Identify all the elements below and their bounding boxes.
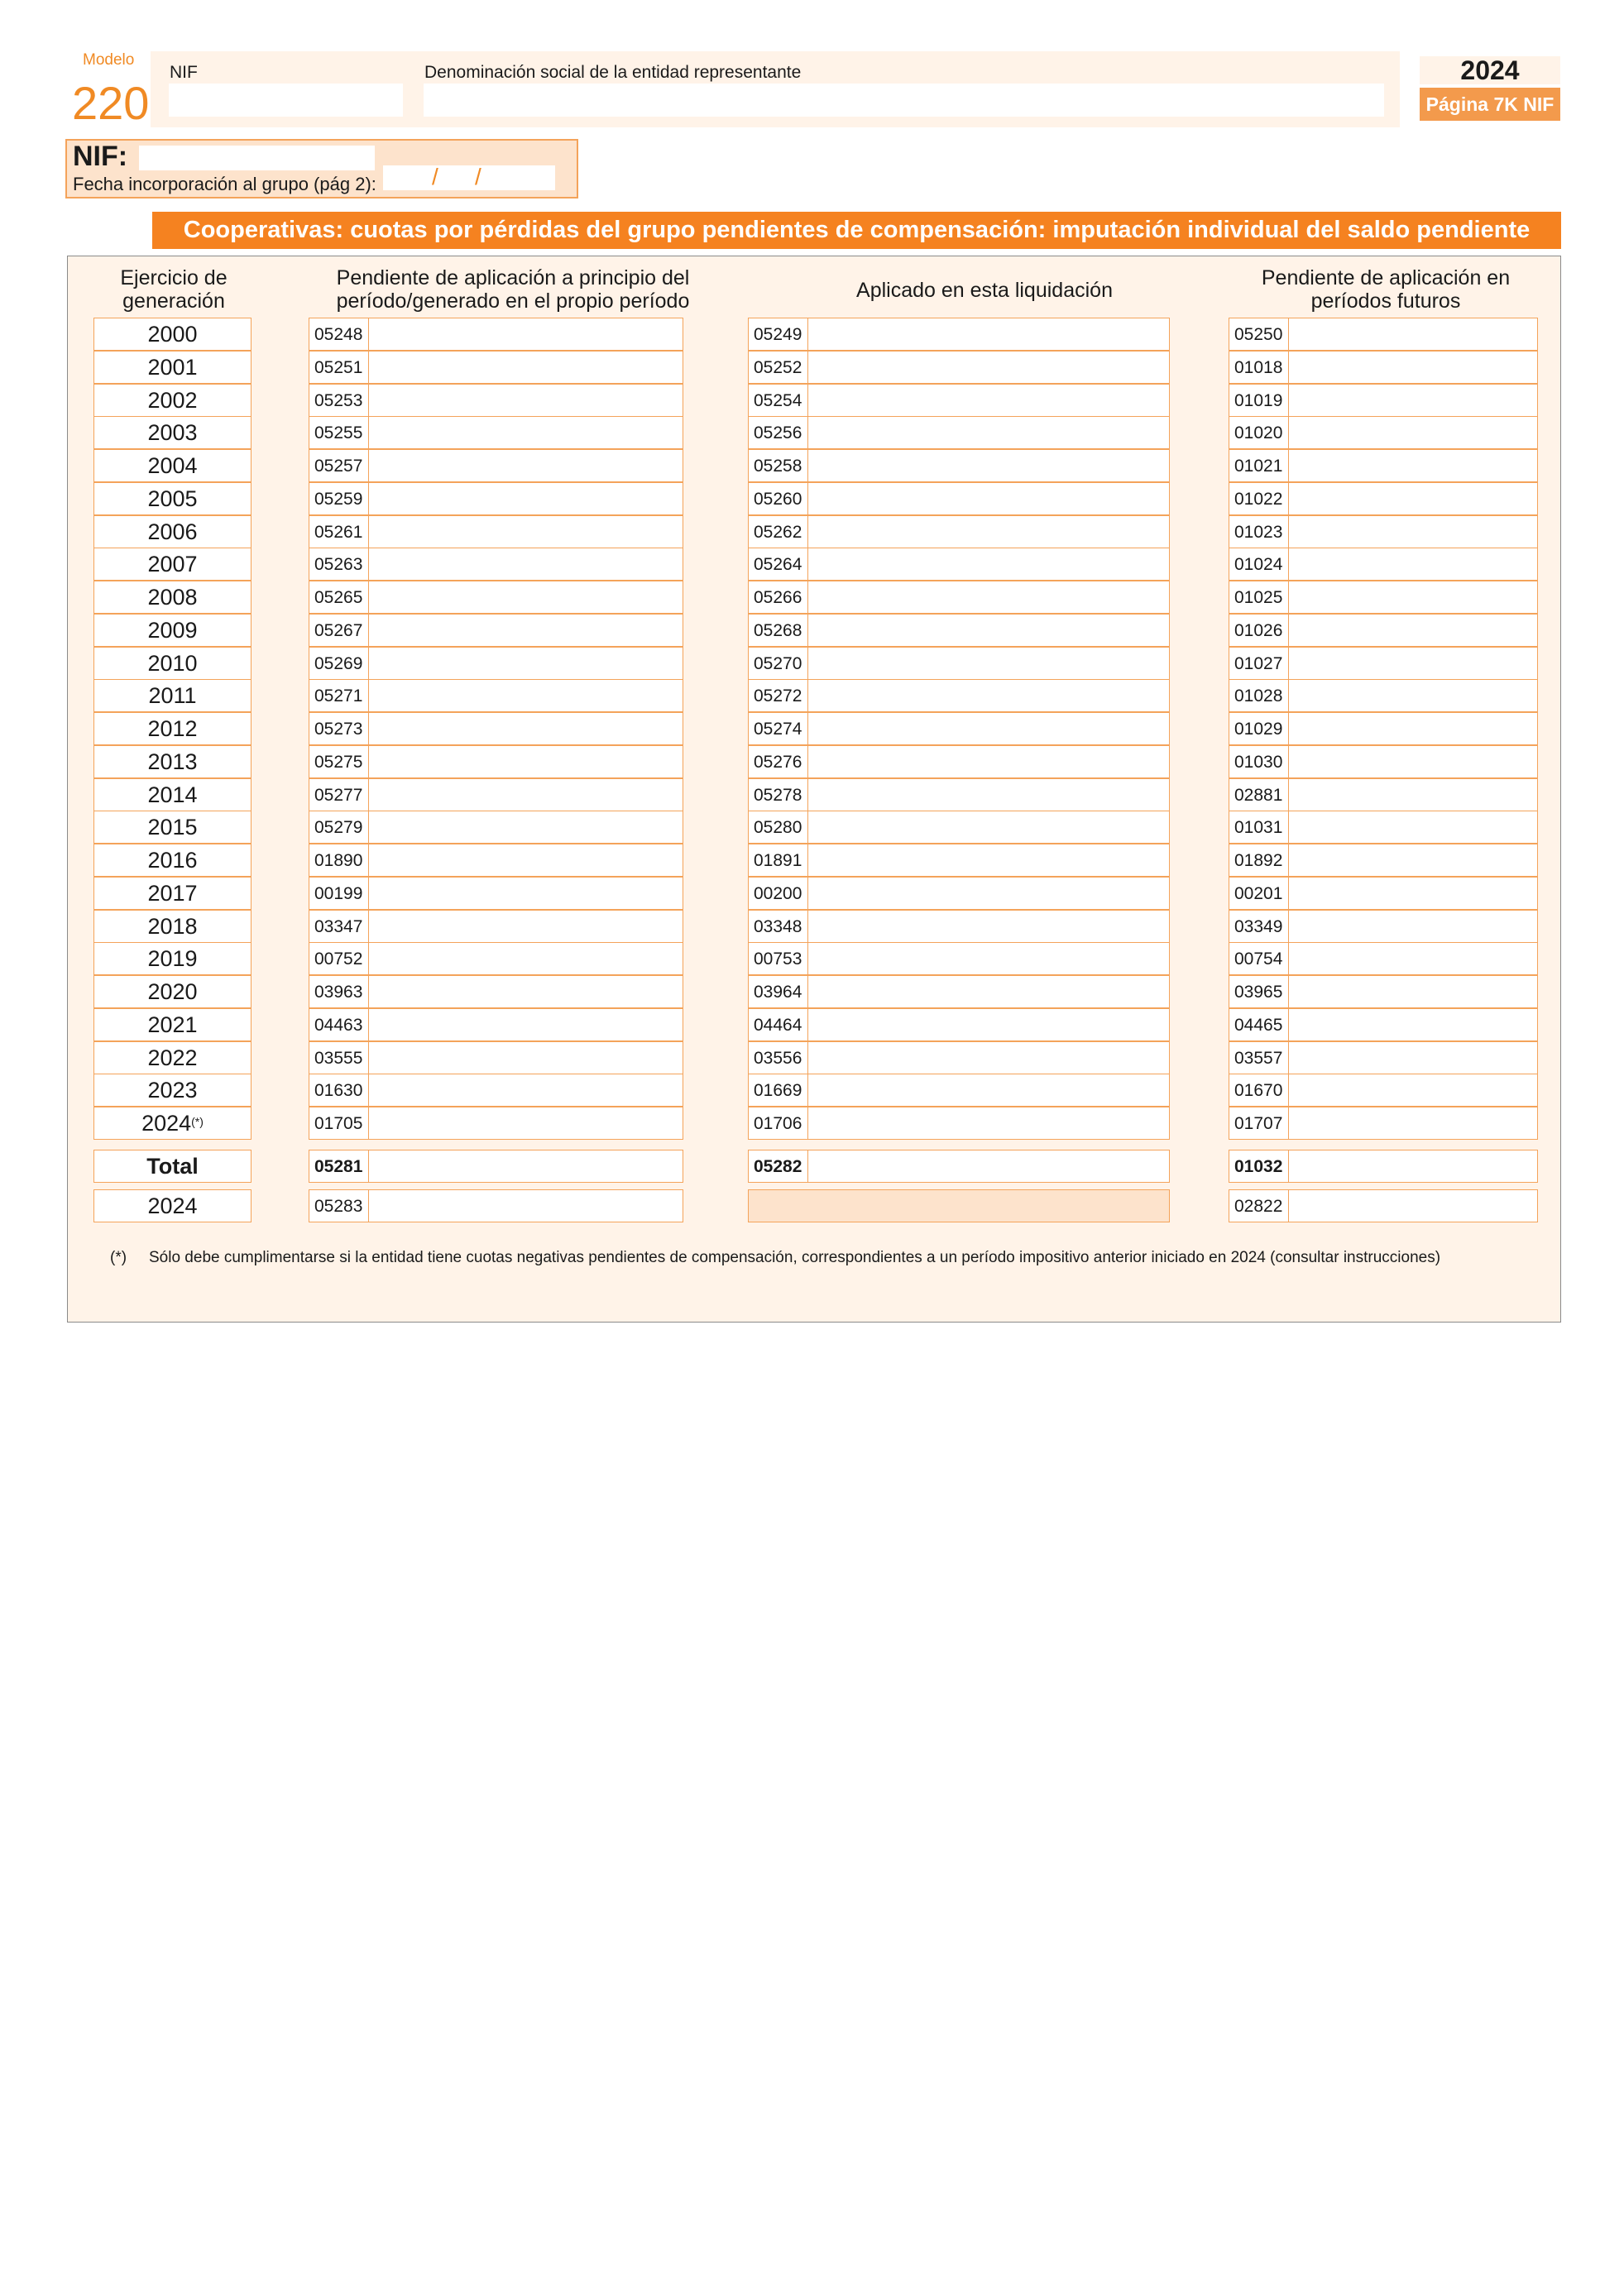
year-cell: [93, 844, 252, 877]
total-code-col2: 05281: [309, 1150, 369, 1182]
pendiente-futuro-field[interactable]: [1229, 515, 1538, 548]
box-code: 00752: [309, 943, 369, 974]
extra-code-col2: 05283: [309, 1190, 369, 1222]
box-code: 01891: [749, 844, 808, 876]
box-code: 05263: [309, 548, 369, 580]
year-cell: [93, 581, 252, 614]
year-label: 2006: [147, 519, 198, 544]
box-code: 03348: [749, 911, 808, 942]
box-code: 01706: [749, 1107, 808, 1139]
year-label: 2015: [147, 815, 198, 839]
group-nif-input[interactable]: [139, 146, 375, 170]
year-label: 2018: [147, 914, 198, 939]
pendiente-futuro-field[interactable]: [1229, 416, 1538, 449]
box-code: 05269: [309, 648, 369, 679]
box-code: 05275: [309, 746, 369, 777]
box-code: 05257: [309, 450, 369, 481]
year-cell: [93, 482, 252, 515]
year-cell: [93, 712, 252, 745]
box-code: 01020: [1229, 417, 1289, 448]
year-cell: [93, 1008, 252, 1041]
pendiente-inicio-field[interactable]: [309, 1074, 683, 1107]
aplicado-field[interactable]: [748, 679, 1170, 712]
total-field-col2[interactable]: [309, 1150, 683, 1183]
pendiente-inicio-field[interactable]: [309, 712, 683, 745]
box-code: 05268: [749, 615, 808, 646]
total-field-col4[interactable]: [1229, 1150, 1538, 1183]
year-cell: [93, 515, 252, 548]
box-code: 05252: [749, 352, 808, 383]
box-code: 05266: [749, 581, 808, 613]
box-code: 05256: [749, 417, 808, 448]
column-header-ejercicio: [91, 266, 256, 313]
year-label: 2008: [147, 585, 198, 610]
extra-year: 2024: [147, 1193, 198, 1218]
year-cell: [93, 1107, 252, 1140]
extra-field-col2[interactable]: [309, 1189, 683, 1222]
box-code: 05273: [309, 713, 369, 744]
box-code: 05265: [309, 581, 369, 613]
year-cell: [93, 384, 252, 417]
box-code: 00753: [749, 943, 808, 974]
box-code: 05267: [309, 615, 369, 646]
pendiente-inicio-field[interactable]: [309, 811, 683, 844]
pendiente-futuro-field[interactable]: [1229, 384, 1538, 417]
year-cell: [93, 416, 252, 449]
pendiente-inicio-field[interactable]: [309, 877, 683, 910]
box-code: 05253: [309, 385, 369, 416]
box-code: 03349: [1229, 911, 1289, 942]
aplicado-field[interactable]: [748, 482, 1170, 515]
box-code: 05255: [309, 417, 369, 448]
pendiente-inicio-field[interactable]: [309, 844, 683, 877]
year-text: 2024: [1460, 55, 1520, 85]
col2-text: Pendiente de aplicación a principio del período/generado en el propio período: [336, 266, 690, 313]
box-code: 05258: [749, 450, 808, 481]
year-label: 2004: [147, 453, 198, 478]
year-cell: [93, 975, 252, 1008]
aplicado-field[interactable]: [748, 975, 1170, 1008]
aplicado-field[interactable]: [748, 712, 1170, 745]
column-header-pendiente-futuro: [1241, 266, 1531, 313]
box-code: 00199: [309, 878, 369, 909]
year-cell: [93, 351, 252, 384]
box-code: 05249: [749, 318, 808, 350]
year-label: 2010: [147, 651, 198, 676]
total-field-col3[interactable]: [748, 1150, 1170, 1183]
pendiente-inicio-field[interactable]: [309, 942, 683, 975]
footnote-text: Sólo debe cumplimentarse si la entidad tiene cuotas negativas pendientes de compensación, correspondientes a un período impositivo anterior iniciado en 2024 (consultar instrucciones): [149, 1249, 1441, 1266]
year-cell: [93, 877, 252, 910]
pendiente-futuro-field[interactable]: [1229, 647, 1538, 680]
box-code: 05272: [749, 680, 808, 711]
nif-header-label: NIF: [170, 63, 198, 82]
box-code: 05270: [749, 648, 808, 679]
aplicado-field[interactable]: [748, 647, 1170, 680]
pendiente-futuro-field[interactable]: [1229, 975, 1538, 1008]
box-code: 04465: [1229, 1009, 1289, 1040]
aplicado-field[interactable]: [748, 351, 1170, 384]
pendiente-futuro-field[interactable]: [1229, 778, 1538, 811]
pendiente-inicio-field[interactable]: [309, 416, 683, 449]
box-code: 05251: [309, 352, 369, 383]
box-code: 05259: [309, 483, 369, 514]
box-code: 03556: [749, 1042, 808, 1074]
modelo-number: 220: [72, 77, 150, 129]
box-code: 03557: [1229, 1042, 1289, 1074]
year-label: 2013: [147, 749, 198, 774]
box-code: 03963: [309, 976, 369, 1007]
modelo-label: Modelo: [83, 51, 135, 69]
year-label: 2016: [147, 848, 198, 873]
pendiente-inicio-field[interactable]: [309, 647, 683, 680]
year-cell: [93, 318, 252, 351]
footnote-mark: (*): [110, 1249, 127, 1266]
box-code: 01028: [1229, 680, 1289, 711]
pendiente-inicio-field[interactable]: [309, 449, 683, 482]
total-code-col3: 05282: [749, 1150, 808, 1182]
pendiente-inicio-field[interactable]: [309, 581, 683, 614]
aplicado-field[interactable]: [748, 1074, 1170, 1107]
extra-disabled-col3: [748, 1189, 1170, 1222]
aplicado-field[interactable]: [748, 515, 1170, 548]
box-code: 00200: [749, 878, 808, 909]
aplicado-field[interactable]: [748, 844, 1170, 877]
pendiente-inicio-field[interactable]: [309, 1041, 683, 1074]
year-cell: [93, 1041, 252, 1074]
box-code: 01669: [749, 1074, 808, 1106]
box-code: 01707: [1229, 1107, 1289, 1139]
box-code: 04464: [749, 1009, 808, 1040]
aplicado-field[interactable]: [748, 877, 1170, 910]
aplicado-field[interactable]: [748, 1041, 1170, 1074]
aplicado-field[interactable]: [748, 1107, 1170, 1140]
pendiente-futuro-field[interactable]: [1229, 482, 1538, 515]
pendiente-futuro-field[interactable]: [1229, 745, 1538, 778]
pendiente-futuro-field[interactable]: [1229, 318, 1538, 351]
year-cell: [93, 548, 252, 581]
box-code: 01018: [1229, 352, 1289, 383]
pendiente-futuro-field[interactable]: [1229, 844, 1538, 877]
year-box: [1420, 56, 1560, 84]
box-code: 01022: [1229, 483, 1289, 514]
pendiente-futuro-field[interactable]: [1229, 910, 1538, 943]
pendiente-futuro-field[interactable]: [1229, 1074, 1538, 1107]
total-code-col4: 01032: [1229, 1150, 1289, 1182]
year-label: 2023: [147, 1078, 198, 1103]
aplicado-field[interactable]: [748, 384, 1170, 417]
pendiente-inicio-field[interactable]: [309, 975, 683, 1008]
nif-header-input[interactable]: [169, 84, 403, 117]
section-title: Cooperativas: cuotas por pérdidas del grupo pendientes de compensación: imputación individual del saldo pendiente: [183, 217, 1531, 243]
year-label: 2011: [148, 683, 197, 708]
pendiente-futuro-field[interactable]: [1229, 877, 1538, 910]
year-label: 2021: [147, 1012, 198, 1037]
box-code: 01670: [1229, 1074, 1289, 1106]
col1-text: Ejercicio de generación: [120, 266, 228, 313]
box-code: 05250: [1229, 318, 1289, 350]
box-code: 05261: [309, 516, 369, 548]
box-code: 05262: [749, 516, 808, 548]
aplicado-field[interactable]: [748, 614, 1170, 647]
box-code: 05278: [749, 779, 808, 811]
footnote-ref: (*): [191, 1115, 204, 1128]
box-code: 01027: [1229, 648, 1289, 679]
pendiente-inicio-field[interactable]: [309, 1107, 683, 1140]
box-code: 05280: [749, 811, 808, 843]
aplicado-field[interactable]: [748, 811, 1170, 844]
year-label: 2022: [147, 1045, 198, 1070]
page-badge: [1420, 88, 1560, 148]
col4-text: Pendiente de aplicación en períodos futuros: [1261, 266, 1511, 313]
box-code: 03964: [749, 976, 808, 1007]
pendiente-inicio-field[interactable]: [309, 351, 683, 384]
year-label: 2000: [147, 322, 198, 347]
box-code: 00754: [1229, 943, 1289, 974]
pendiente-inicio-field[interactable]: [309, 548, 683, 581]
box-code: 01026: [1229, 615, 1289, 646]
pendiente-futuro-field[interactable]: [1229, 942, 1538, 975]
year-label: 2017: [147, 881, 198, 906]
aplicado-field[interactable]: [748, 745, 1170, 778]
year-cell: [93, 449, 252, 482]
year-label: 2012: [147, 716, 198, 741]
year-label: 2014: [147, 782, 198, 807]
aplicado-field[interactable]: [748, 1008, 1170, 1041]
year-label: 2001: [147, 355, 198, 380]
box-code: 01024: [1229, 548, 1289, 580]
extra-field-col4[interactable]: [1229, 1189, 1538, 1222]
box-code: 01890: [309, 844, 369, 876]
aplicado-field[interactable]: [748, 910, 1170, 943]
year-label: 2007: [147, 552, 198, 576]
year-cell: [93, 811, 252, 844]
pendiente-futuro-field[interactable]: [1229, 581, 1538, 614]
box-code: 02881: [1229, 779, 1289, 811]
total-label-cell: [93, 1150, 252, 1183]
box-code: 01019: [1229, 385, 1289, 416]
denominacion-label: Denominación social de la entidad representante: [424, 63, 802, 82]
box-code: 03965: [1229, 976, 1289, 1007]
box-code: 01030: [1229, 746, 1289, 777]
year-cell: [93, 647, 252, 680]
extra-year-cell: [93, 1189, 252, 1222]
date-separator-2: /: [475, 164, 481, 189]
col3-text: Aplicado en esta liquidación: [856, 279, 1113, 302]
aplicado-field[interactable]: [748, 449, 1170, 482]
box-code: 05274: [749, 713, 808, 744]
pendiente-futuro-field[interactable]: [1229, 712, 1538, 745]
box-code: 05260: [749, 483, 808, 514]
box-code: 05279: [309, 811, 369, 843]
pendiente-futuro-field[interactable]: [1229, 1008, 1538, 1041]
fecha-input[interactable]: [383, 165, 555, 190]
year-cell: [93, 745, 252, 778]
pendiente-futuro-field[interactable]: [1229, 614, 1538, 647]
year-label: 2002: [147, 388, 198, 413]
box-code: 01630: [309, 1074, 369, 1106]
year-label: 2019: [147, 946, 198, 971]
aplicado-field[interactable]: [748, 416, 1170, 449]
year-cell: [93, 1074, 252, 1107]
year-label: 2020: [147, 979, 198, 1004]
box-code: 03347: [309, 911, 369, 942]
date-separator-1: /: [432, 164, 438, 189]
year-cell: [93, 778, 252, 811]
denominacion-input[interactable]: [424, 84, 1384, 117]
pendiente-inicio-field[interactable]: [309, 515, 683, 548]
year-label: 2003: [147, 420, 198, 445]
pendiente-inicio-field[interactable]: [309, 778, 683, 811]
box-code: 05254: [749, 385, 808, 416]
box-code: 01021: [1229, 450, 1289, 481]
year-cell: [93, 942, 252, 975]
aplicado-field[interactable]: [748, 318, 1170, 351]
section-title-bar: [152, 212, 1561, 249]
pendiente-futuro-field[interactable]: [1229, 1041, 1538, 1074]
pendiente-inicio-field[interactable]: [309, 318, 683, 351]
pendiente-inicio-field[interactable]: [309, 1008, 683, 1041]
pendiente-futuro-field[interactable]: [1229, 811, 1538, 844]
year-cell: [93, 910, 252, 943]
box-code: 01023: [1229, 516, 1289, 548]
year-label: 2005: [147, 486, 198, 511]
pendiente-futuro-field[interactable]: [1229, 449, 1538, 482]
box-code: 05264: [749, 548, 808, 580]
extra-code-col4: 02822: [1229, 1190, 1289, 1222]
pendiente-inicio-field[interactable]: [309, 614, 683, 647]
box-code: 05271: [309, 680, 369, 711]
box-code: 01031: [1229, 811, 1289, 843]
pendiente-inicio-field[interactable]: [309, 482, 683, 515]
pendiente-inicio-field[interactable]: [309, 910, 683, 943]
box-code: 01025: [1229, 581, 1289, 613]
aplicado-field[interactable]: [748, 942, 1170, 975]
pendiente-inicio-field[interactable]: [309, 679, 683, 712]
column-header-aplicado: [782, 279, 1187, 302]
box-code: 04463: [309, 1009, 369, 1040]
box-code: 05248: [309, 318, 369, 350]
year-cell: [93, 679, 252, 712]
box-code: 03555: [309, 1042, 369, 1074]
pendiente-futuro-field[interactable]: [1229, 548, 1538, 581]
box-code: 01705: [309, 1107, 369, 1139]
pendiente-futuro-field[interactable]: [1229, 1107, 1538, 1140]
fecha-label: Fecha incorporación al grupo (pág 2):: [73, 174, 376, 194]
aplicado-field[interactable]: [748, 581, 1170, 614]
year-label: 2024: [141, 1111, 192, 1136]
pendiente-inicio-field[interactable]: [309, 745, 683, 778]
box-code: 00201: [1229, 878, 1289, 909]
year-label: 2009: [147, 618, 198, 643]
aplicado-field[interactable]: [748, 778, 1170, 811]
page-badge-text: Página 7K NIF bis: [1425, 93, 1555, 148]
pendiente-inicio-field[interactable]: [309, 384, 683, 417]
box-code: 05276: [749, 746, 808, 777]
pendiente-futuro-field[interactable]: [1229, 679, 1538, 712]
column-header-pendiente-inicio: [331, 266, 695, 313]
box-code: 01892: [1229, 844, 1289, 876]
group-nif-label: NIF:: [73, 141, 128, 172]
box-code: 01029: [1229, 713, 1289, 744]
pendiente-futuro-field[interactable]: [1229, 351, 1538, 384]
box-code: 05277: [309, 779, 369, 811]
total-label: Total: [146, 1154, 199, 1179]
year-cell: [93, 614, 252, 647]
aplicado-field[interactable]: [748, 548, 1170, 581]
